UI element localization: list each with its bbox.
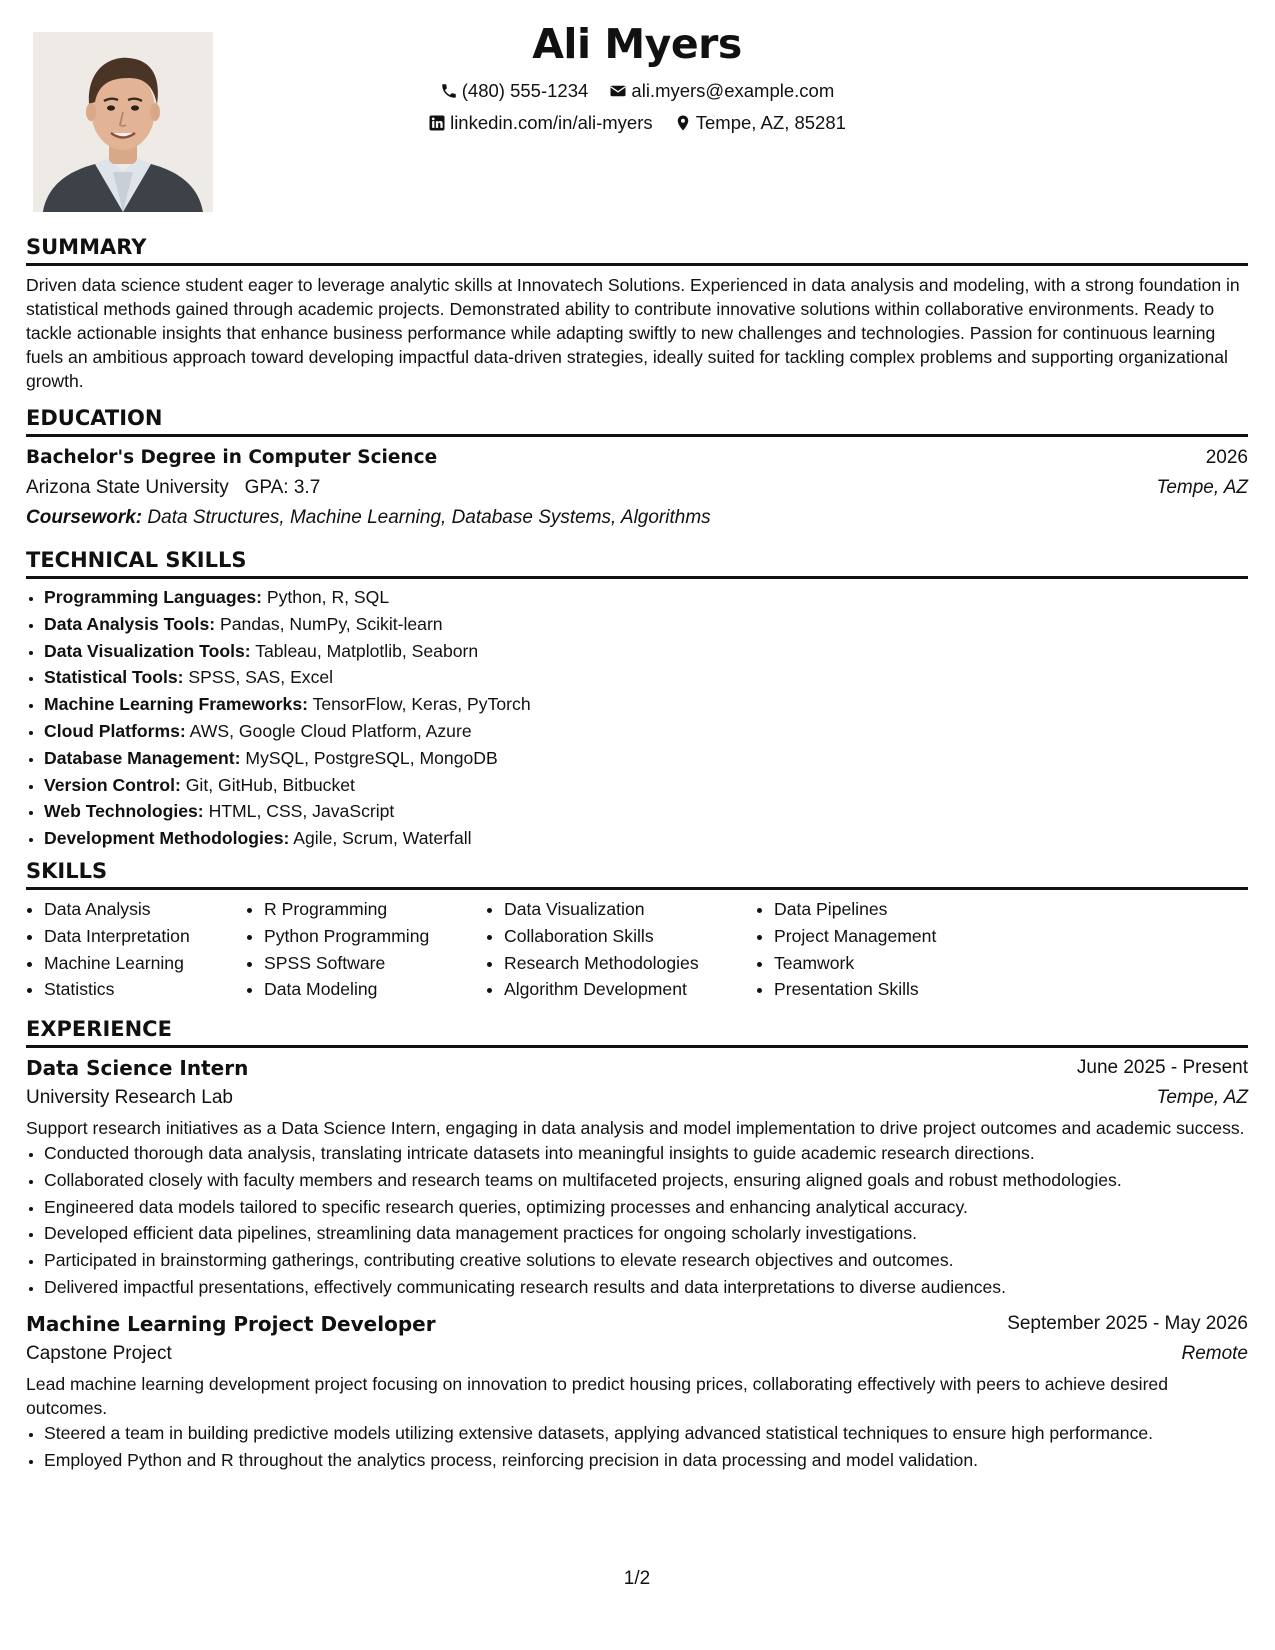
skill-value: Agile, Scrum, Waterfall xyxy=(293,828,472,849)
education-row-2 xyxy=(26,473,1248,503)
list-item: • Research Methodologies xyxy=(504,950,756,977)
job-dates: September 2025 - May 2026 xyxy=(1007,1312,1248,1334)
coursework-row xyxy=(26,503,1248,533)
list-item: • Python Programming xyxy=(264,923,486,950)
degree-name: Bachelor's Degree in Computer Science xyxy=(26,447,438,468)
technical-skills-section xyxy=(26,547,1248,852)
phone-icon xyxy=(440,82,458,100)
list-item xyxy=(44,584,1248,611)
job-dates: June 2025 - Present xyxy=(1076,1057,1248,1078)
job-entry xyxy=(26,1309,1248,1474)
list-item xyxy=(44,691,1248,718)
list-item: • Project Management xyxy=(774,923,1034,950)
skill-value: Pandas, NumPy, Scikit-learn xyxy=(219,613,443,634)
job-bullets xyxy=(26,1420,1248,1474)
list-item: • Data Pipelines xyxy=(774,896,1034,923)
list-item: • Developed efficient data pipelines, streamlining data management practices for ongoing scholarly investigations. xyxy=(44,1220,1248,1247)
list-item: • Data Visualization xyxy=(504,896,756,923)
linkedin-contact[interactable] xyxy=(428,112,653,134)
experience-section xyxy=(26,1016,1248,1473)
skills-grid xyxy=(26,896,1248,1003)
email-text: ali.myers@example.com xyxy=(631,80,835,101)
list-item: • Employed Python and R throughout the analytics process, reinforcing precision in data processing and model validation. xyxy=(44,1447,1248,1474)
list-item: • Engineered data models tailored to specific research queries, optimizing processes and enhancing analytical accuracy. xyxy=(44,1194,1248,1221)
linkedin-icon xyxy=(428,114,446,132)
technical-skills-list xyxy=(26,584,1248,852)
skill-label: Cloud Platforms: xyxy=(44,720,186,741)
job-entry xyxy=(26,1053,1248,1301)
skill-value: MySQL, PostgreSQL, MongoDB xyxy=(245,747,498,768)
section-divider xyxy=(26,576,1248,579)
list-item: • Data Modeling xyxy=(264,976,486,1003)
job-bullets xyxy=(26,1140,1248,1301)
coursework-label: Coursework: xyxy=(26,507,143,528)
skills-column-1 xyxy=(26,896,246,1003)
envelope-icon xyxy=(609,82,627,100)
resume-page xyxy=(26,0,1248,1650)
location-text: Tempe, AZ, 85281 xyxy=(695,112,846,133)
coursework-line xyxy=(26,503,711,533)
skills-title: SKILLS xyxy=(26,859,108,883)
list-item: • Data Analysis xyxy=(44,896,246,923)
job-org: Capstone Project xyxy=(26,1342,172,1364)
skill-label: Machine Learning Frameworks: xyxy=(44,694,308,715)
list-item: • Data Interpretation xyxy=(44,923,246,950)
technical-skills-title: TECHNICAL SKILLS xyxy=(26,548,247,572)
list-item: • Delivered impactful presentations, effectively communicating research results and data interpretations to diverse audiences. xyxy=(44,1274,1248,1301)
job-summary: Lead machine learning development project focusing on innovation to predict housing prices, collaborating effectively with peers to achieve desired outcomes. xyxy=(26,1373,1169,1418)
skills-section xyxy=(26,858,1248,1003)
job-location: Tempe, AZ xyxy=(1156,1087,1248,1108)
section-divider xyxy=(26,434,1248,437)
list-item xyxy=(44,611,1248,638)
skill-label: Version Control: xyxy=(44,774,181,795)
job-header xyxy=(26,1309,1248,1339)
skill-value: AWS, Google Cloud Platform, Azure xyxy=(189,720,472,741)
list-item xyxy=(44,772,1248,799)
phone-text: (480) 555-1234 xyxy=(461,80,589,101)
skill-value: SPSS, SAS, Excel xyxy=(188,667,334,688)
job-location: Remote xyxy=(1181,1342,1248,1364)
job-org: University Research Lab xyxy=(26,1087,233,1108)
candidate-name: Ali Myers xyxy=(532,20,742,68)
school-line xyxy=(26,473,320,503)
list-item xyxy=(44,798,1248,825)
school-location: Tempe, AZ xyxy=(1156,477,1248,498)
skill-label: Data Analysis Tools: xyxy=(44,613,216,634)
education-title: EDUCATION xyxy=(26,406,163,430)
job-role: Machine Learning Project Developer xyxy=(26,1311,436,1336)
list-item: • Participated in brainstorming gatherings, contributing creative solutions to elevate research objectives and outcomes. xyxy=(44,1247,1248,1274)
section-divider xyxy=(26,887,1248,890)
list-item: • Conducted thorough data analysis, translating intricate datasets into meaningful insights to guide academic research directions. xyxy=(44,1140,1248,1167)
section-divider xyxy=(26,263,1248,266)
skill-label: Web Technologies: xyxy=(44,801,204,822)
list-item xyxy=(44,638,1248,665)
list-item: • Presentation Skills xyxy=(774,976,1034,1003)
linkedin-text: linkedin.com/in/ali-myers xyxy=(450,112,653,133)
list-item: • Collaboration Skills xyxy=(504,923,756,950)
skills-column-4 xyxy=(756,896,1034,1003)
skill-value: HTML, CSS, JavaScript xyxy=(208,801,395,822)
skill-label: Programming Languages: xyxy=(44,587,262,607)
section-divider xyxy=(26,1045,1248,1048)
skill-label: Development Methodologies: xyxy=(44,828,290,849)
education-row-1 xyxy=(26,443,1248,473)
skills-column-3 xyxy=(486,896,756,1003)
list-item xyxy=(44,825,1248,852)
skill-value: TensorFlow, Keras, PyTorch xyxy=(312,694,531,715)
list-item: • SPSS Software xyxy=(264,950,486,977)
list-item: • Collaborated closely with faculty members and research teams on multifaceted projects, ensuring aligned goals and robust methodologies. xyxy=(44,1167,1248,1194)
graduation-year: 2026 xyxy=(1205,447,1248,468)
job-subheader xyxy=(26,1339,1248,1369)
summary-title: SUMMARY xyxy=(26,235,147,259)
job-summary: Support research initiatives as a Data Science Intern, engaging in data analysis and model implementation to drive project outcomes and academic success. xyxy=(26,1118,1245,1138)
list-item xyxy=(44,718,1248,745)
list-item: • R Programming xyxy=(264,896,486,923)
skill-value: Python, R, SQL xyxy=(266,587,390,607)
skill-value: Tableau, Matplotlib, Seaborn xyxy=(255,640,479,661)
gpa: GPA: 3.7 xyxy=(244,477,321,498)
summary-section xyxy=(26,234,1248,393)
education-section xyxy=(26,405,1248,533)
list-item xyxy=(44,745,1248,772)
list-item xyxy=(44,664,1248,691)
list-item: • Teamwork xyxy=(774,950,1034,977)
skill-label: Statistical Tools: xyxy=(44,667,184,688)
contact-line-1 xyxy=(26,80,1248,105)
phone-contact[interactable] xyxy=(440,80,589,102)
location-contact xyxy=(674,112,846,134)
skill-value: Git, GitHub, Bitbucket xyxy=(185,774,355,795)
job-header xyxy=(26,1053,1248,1083)
list-item: • Statistics xyxy=(44,976,246,1003)
job-subheader xyxy=(26,1083,1248,1113)
skill-label: Data Visualization Tools: xyxy=(44,640,251,661)
job-role: Data Science Intern xyxy=(26,1056,249,1080)
summary-text: Driven data science student eager to leverage analytic skills at Innovatech Solutions. Experienced in data analysis and modeling, with a strong foundation in statistical methods gained through academic projects. Demonstrated ability to contribute innovative solutions within collaborative environments. Ready to tackle actionable insights that enhance business performance while adapting swiftly to new challenges and technologies. Passion for continuous learning fuels an ambitious approach toward developing impactful data-driven strategies, ideally suited for tackling complex problems and supporting organizational growth. xyxy=(26,275,1240,391)
list-item: • Algorithm Development xyxy=(504,976,756,1003)
map-pin-icon xyxy=(674,114,692,132)
contact-line-2 xyxy=(26,112,1248,137)
skill-label: Database Management: xyxy=(44,747,241,768)
page-number: 1/2 xyxy=(623,1568,651,1589)
email-contact[interactable] xyxy=(609,80,834,102)
coursework-list: Data Structures, Machine Learning, Database Systems, Algorithms xyxy=(147,507,711,528)
list-item: • Steered a team in building predictive models utilizing extensive datasets, applying advanced statistical techniques to ensure high performance. xyxy=(44,1420,1248,1447)
experience-title: EXPERIENCE xyxy=(26,1017,172,1041)
skills-column-2 xyxy=(246,896,486,1003)
list-item: • Machine Learning xyxy=(44,950,246,977)
school-name: Arizona State University xyxy=(26,477,229,498)
